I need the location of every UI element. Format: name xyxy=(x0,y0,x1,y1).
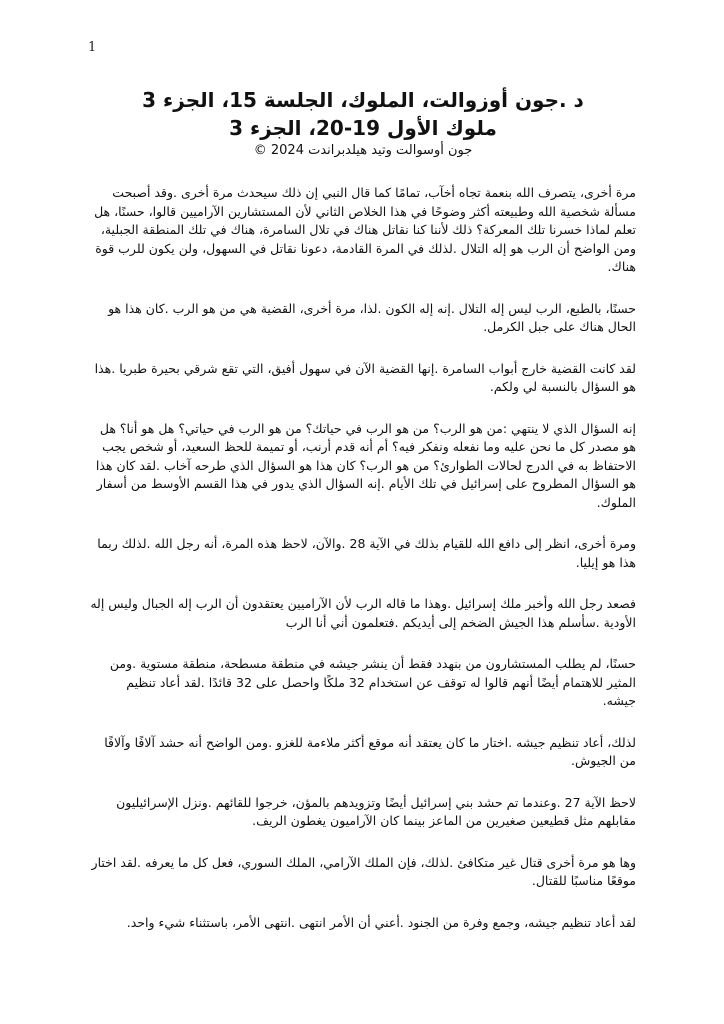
paragraph: حسنًا، بالطبع، الرب ليس إله التلال .إنه إله الكون .لذا، مرة أخرى، القضية هي من هو الرب .كان هذا هو الحال هناك على جبل الكرمل. xyxy=(108,300,636,334)
paragraph: إنه السؤال الذي لا ينتهي :من هو الرب؟ من هو الرب في حياتك؟ من هو الرب في حياتي؟ هل هو أنا؟ هل هو مصدر كل ما نحن عليه وما نفعله ونفكر فيه؟ أم أنه قدم أرنب، أو تميمة للحظ السعيد، أو شخص يجب الاحتفاظ به في الدرج لحالات الطوارئ؟ من هو الرب؟ كان هذا هو السؤال الذي طرحه آخاب .لقد كان هذا هو السؤال المطروح على إسرائيل في تلك الأيام .إنه السؤال الذي يدور في هذا القسم الأوسط من أسفار الملوك. xyxy=(95,420,636,510)
paragraph: لقد أعاد تنظيم جيشه، وجمع وفرة من الجنود .أعني أن الأمر انتهى .انتهى الأمر، باستثناء شيء واحد. xyxy=(126,914,636,930)
page-number: 1 xyxy=(88,40,97,55)
copyright-line: جون أوسوالت وتيد هيلدبراندت 2024 © xyxy=(253,143,473,158)
document-title-line-2: ملوك الأول 19-20، الجزء 3 xyxy=(229,116,497,140)
paragraph: فصعد رجل الله وأخبر ملك إسرائيل .وهذا ما قاله الرب لأن الآراميين يعتقدون أن الرب إله الجبال وليس إله الأودية .سأسلم هذا الجيش الضخم إلى أيديكم .فتعلمون أني أنا الرب xyxy=(90,596,636,630)
paragraph: حسنًا، لم يطلب المستشارون من بنهدد فقط أن ينشر جيشه في منطقة مسطحة، منطقة مستوية .ومن المثير للاهتمام أيضًا أنهم قالوا له توقف عن استخدام 32 ملكًا واحصل على 32 قائدًا .لقد أعاد تنظيم جيشه. xyxy=(109,656,636,708)
document-body xyxy=(90,86,636,955)
paragraph: لذلك، أعاد تنظيم جيشه .اختار ما كان يعتقد أنه موقع أكثر ملاءمة للغزو .ومن الواضح أنه حشد آلافًا وآلافًا من الجيوش. xyxy=(104,734,636,768)
paragraph: ومرة أخرى، انظر إلى دافع الله للقيام بذلك في الآية 28 .والآن، لاحظ هذه المرة، أنه رجل الله .لذلك ربما هذا هو إيليا. xyxy=(97,536,636,570)
document-title-line-1: د .جون أوزوالت، الملوك، الجلسة 15، الجزء 3 xyxy=(142,88,584,112)
paragraph: لاحظ الآية 27 .وعندما تم حشد بني إسرائيل أيضًا وتزويدهم بالمؤن، خرجوا للقائهم .ونزل الإسرائيليون مقابلهم مثل قطيعين صغيرين من الماعز بينما كان الآراميون يغطون الريف. xyxy=(116,794,636,828)
paragraph: وها هو مرة أخرى قتال غير متكافئ .لذلك، فإن الملك الآرامي، الملك السوري، فعل كل ما يعرفه .لقد اختار موقعًا مناسبًا للقتال. xyxy=(91,854,636,888)
paragraph: مرة أخرى، يتصرف الله بنعمة تجاه أخآب، تمامًا كما قال النبي إن ذلك سيحدث مرة أخرى .وقد أصبحت مسألة شخصية الله وطبيعته أكثر وضوحًا في هذا الخلاص الثاني لأن المستشارين الآراميين قالوا، حسنًا، هل تعلم لماذا خسرنا تلك المعركة؟ ذلك لأننا كنا نقاتل هناك في تلال السامرة، هناك في تلك المنطقة الجبلية، ومن الواضح أن الرب هو إله التلال .لذلك في المرة القادمة، دعونا نقاتل في السهول، ولن يكون للرب قوة هناك. xyxy=(94,185,636,274)
paragraph: لقد كانت القضية خارج أبواب السامرة .إنها القضية الآن في سهول أفيق، التي تقع شرقي بحيرة طبريا .هذا هو السؤال بالنسبة لي ولكم. xyxy=(94,360,636,394)
